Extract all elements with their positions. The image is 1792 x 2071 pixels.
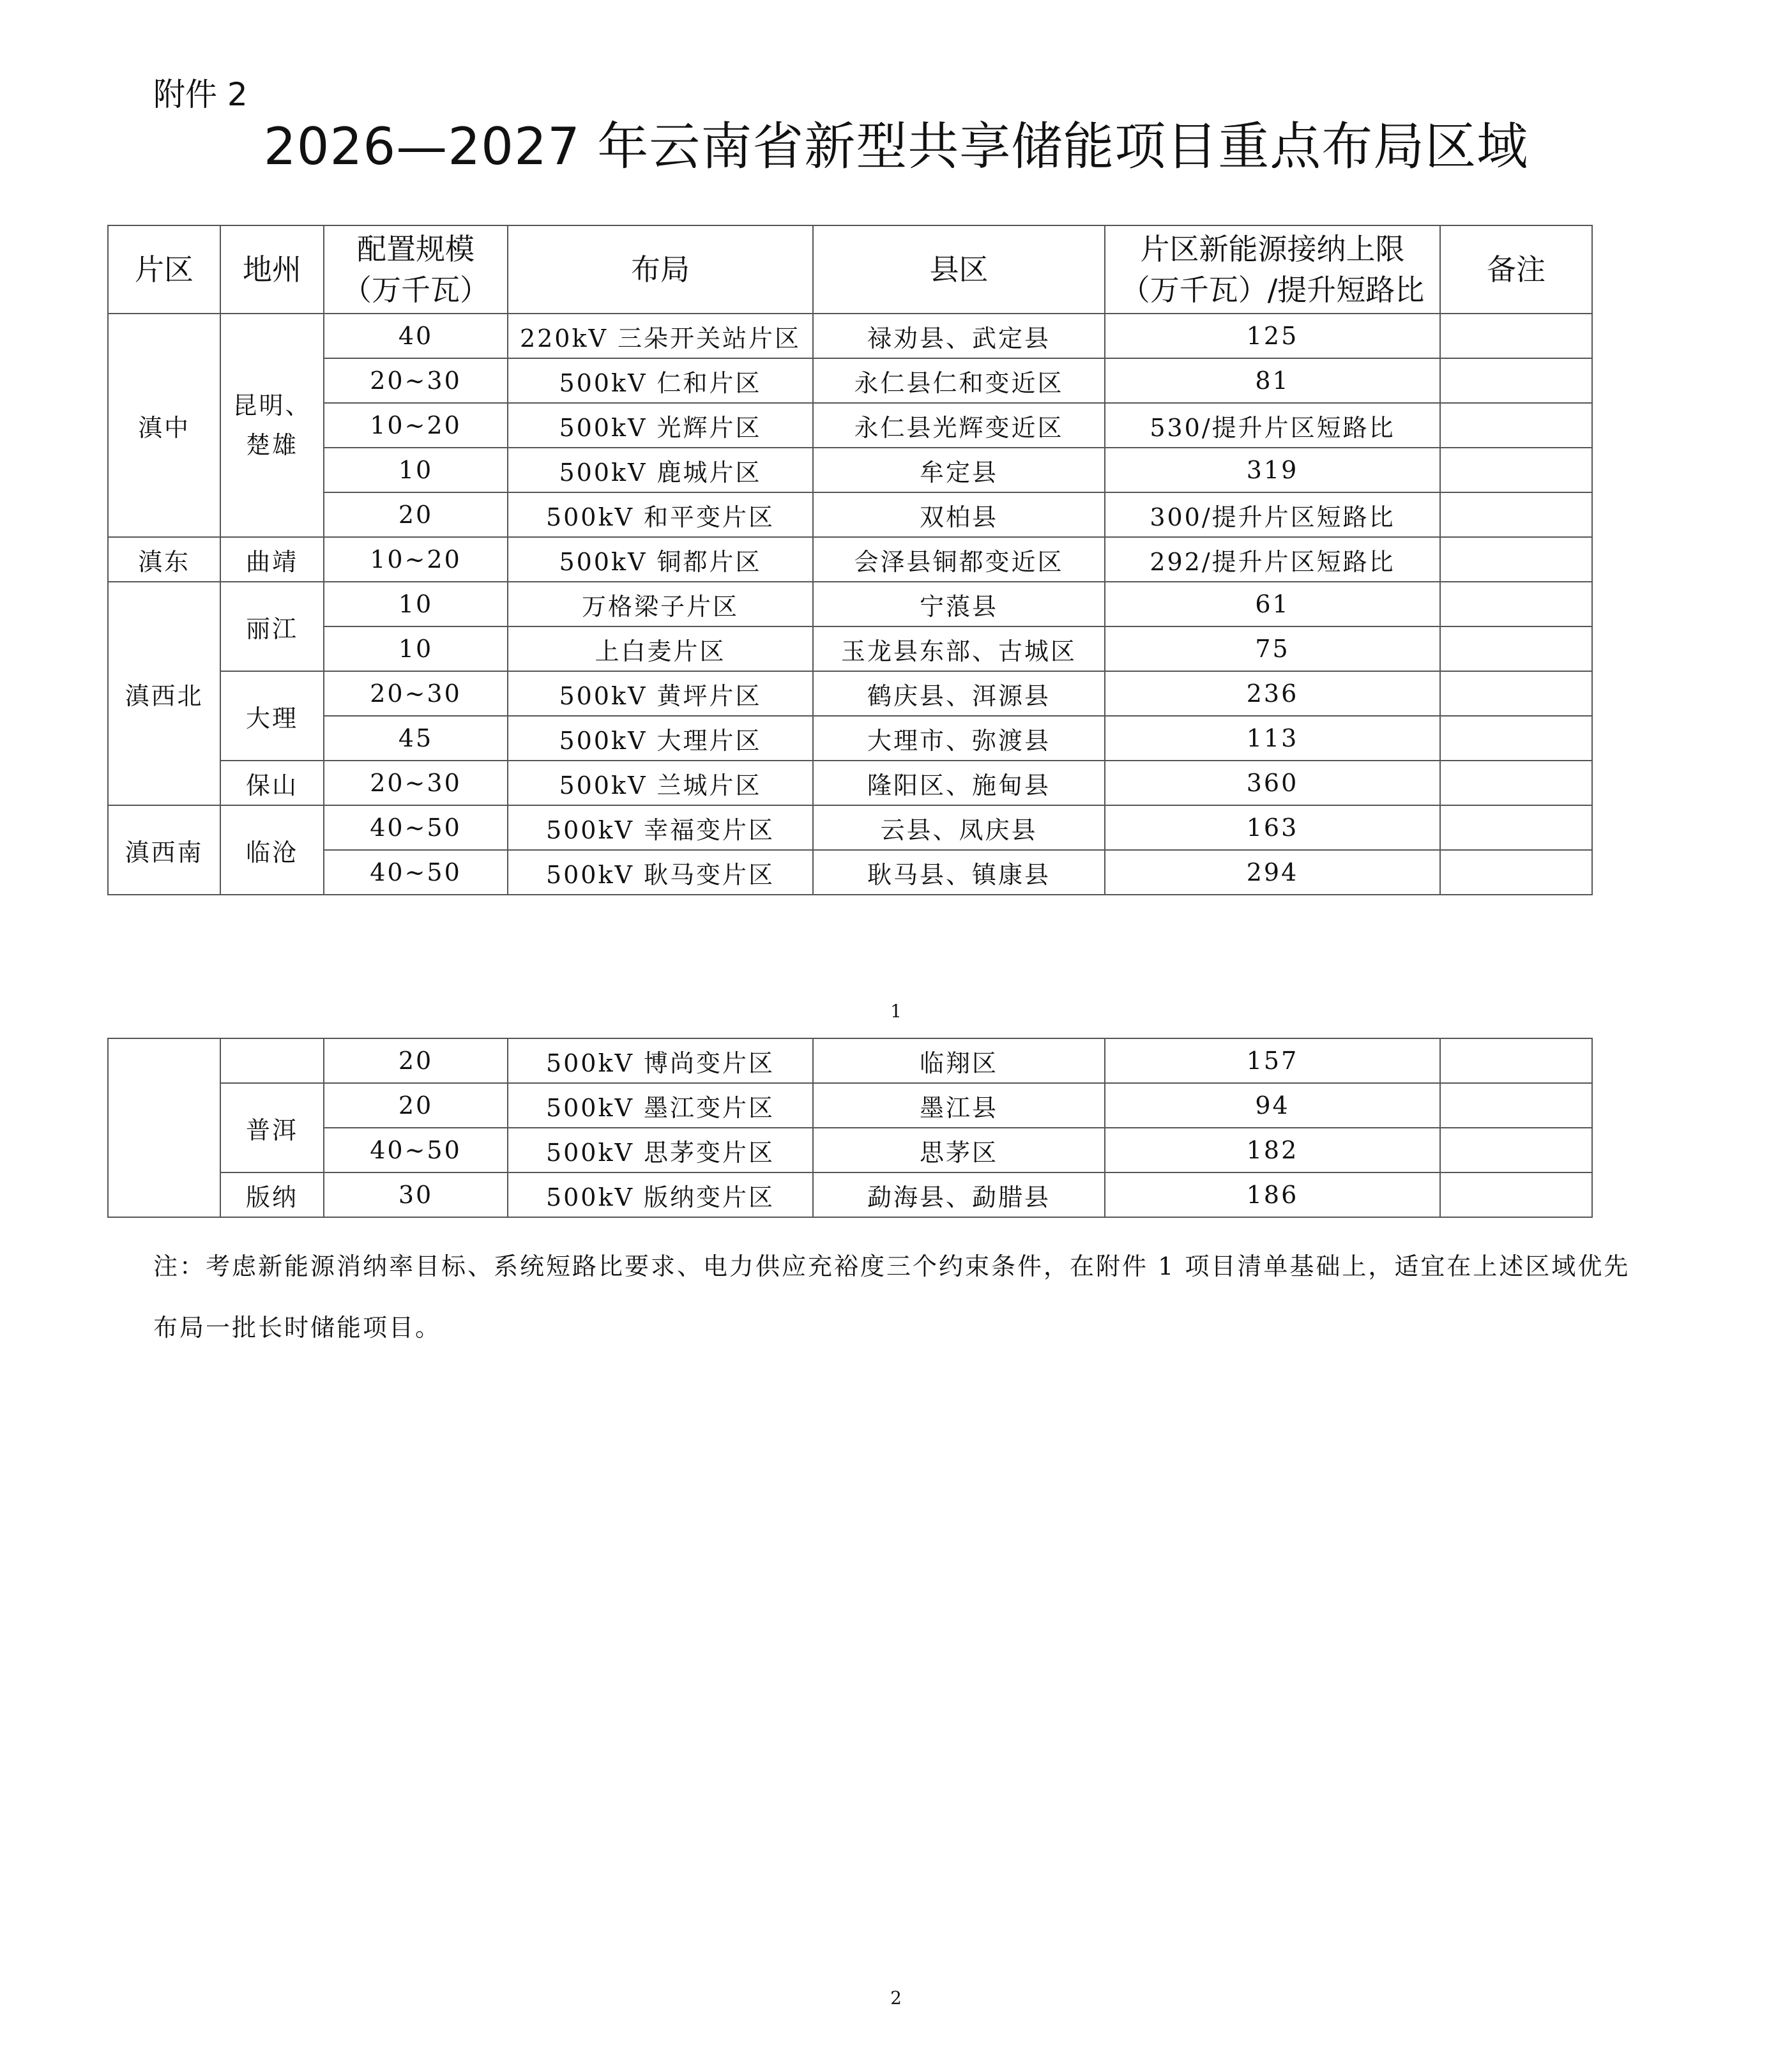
table-row (108, 850, 1592, 895)
table-row (108, 1128, 1592, 1172)
header-layout: 布局 (508, 225, 813, 314)
scale-cell: 40~50 (324, 850, 508, 895)
table-row (108, 1038, 1592, 1083)
remark-cell (1440, 1172, 1592, 1217)
page-number: 1 (890, 1001, 902, 1022)
limit-cell: 94 (1105, 1083, 1440, 1128)
limit-cell: 236 (1105, 671, 1440, 716)
remark-cell (1440, 1038, 1592, 1083)
prefecture-cell: 曲靖 (220, 537, 324, 582)
table-row (108, 805, 1592, 850)
layout-cell: 500kV 光辉片区 (508, 403, 813, 448)
remark-cell (1440, 537, 1592, 582)
county-cell: 临翔区 (813, 1038, 1105, 1083)
limit-cell: 81 (1105, 358, 1440, 403)
limit-cell: 294 (1105, 850, 1440, 895)
county-cell: 牟定县 (813, 448, 1105, 492)
scale-cell: 20 (324, 492, 508, 537)
table-row (108, 671, 1592, 716)
limit-cell: 186 (1105, 1172, 1440, 1217)
prefecture-cell (220, 1038, 324, 1083)
table-row (108, 537, 1592, 582)
layout-cell: 500kV 和平变片区 (508, 492, 813, 537)
county-cell: 宁蒗县 (813, 582, 1105, 626)
prefecture-cell: 丽江 (220, 582, 324, 671)
table-row (108, 492, 1592, 537)
scale-cell: 40 (324, 314, 508, 358)
limit-cell: 125 (1105, 314, 1440, 358)
layout-cell: 500kV 版纳变片区 (508, 1172, 813, 1217)
limit-cell: 163 (1105, 805, 1440, 850)
prefecture-cell: 保山 (220, 761, 324, 805)
header-limit-line1: 片区新能源接纳上限 (1140, 232, 1405, 266)
layout-table (107, 225, 1593, 895)
layout-table-continued (107, 1038, 1593, 1218)
remark-cell (1440, 626, 1592, 671)
header-limit (1105, 225, 1440, 314)
limit-cell: 61 (1105, 582, 1440, 626)
header-remark: 备注 (1440, 225, 1592, 314)
table-row (108, 1083, 1592, 1128)
layout-cell: 上白麦片区 (508, 626, 813, 671)
layout-cell: 500kV 鹿城片区 (508, 448, 813, 492)
limit-cell: 319 (1105, 448, 1440, 492)
remark-cell (1440, 1128, 1592, 1172)
county-cell: 鹤庆县、洱源县 (813, 671, 1105, 716)
county-cell: 墨江县 (813, 1083, 1105, 1128)
footnote: 注：考虑新能源消纳率目标、系统短路比要求、电力供应充裕度三个约束条件，在附件 1 项目清单基础上，适宜在上述区域优先布局一批长时储能项目。 (153, 1252, 1630, 1342)
table-row (108, 358, 1592, 403)
remark-cell (1440, 358, 1592, 403)
county-cell: 思茅区 (813, 1128, 1105, 1172)
area-cell (108, 1038, 220, 1217)
header-scale-line1: 配置规模 (357, 232, 475, 266)
layout-cell: 万格梁子片区 (508, 582, 813, 626)
page-title: 2026—2027 年云南省新型共享储能项目重点布局区域 (263, 117, 1529, 176)
scale-cell: 20 (324, 1083, 508, 1128)
remark-cell (1440, 805, 1592, 850)
area-cell: 滇中 (108, 314, 220, 537)
scale-cell: 20~30 (324, 671, 508, 716)
county-cell: 耿马县、镇康县 (813, 850, 1105, 895)
remark-cell (1440, 448, 1592, 492)
table-row (108, 716, 1592, 761)
prefecture-cell: 临沧 (220, 805, 324, 895)
table-row (108, 582, 1592, 626)
area-cell: 滇西北 (108, 582, 220, 805)
limit-cell: 157 (1105, 1038, 1440, 1083)
limit-cell: 182 (1105, 1128, 1440, 1172)
prefecture-cell: 普洱 (220, 1083, 324, 1172)
limit-cell: 292/提升片区短路比 (1105, 537, 1440, 582)
layout-cell: 500kV 黄坪片区 (508, 671, 813, 716)
layout-cell: 500kV 思茅变片区 (508, 1128, 813, 1172)
limit-cell: 300/提升片区短路比 (1105, 492, 1440, 537)
header-limit-line2: （万千瓦）/提升短路比 (1120, 273, 1425, 307)
area-cell: 滇东 (108, 537, 220, 582)
header-county: 县区 (813, 225, 1105, 314)
scale-cell: 40~50 (324, 805, 508, 850)
scale-cell: 30 (324, 1172, 508, 1217)
header-scale (324, 225, 508, 314)
remark-cell (1440, 761, 1592, 805)
county-cell: 永仁县光辉变近区 (813, 403, 1105, 448)
prefecture-line1: 昆明、 (232, 391, 312, 420)
layout-cell: 500kV 墨江变片区 (508, 1083, 813, 1128)
prefecture-line2: 楚雄 (245, 431, 298, 459)
remark-cell (1440, 314, 1592, 358)
scale-cell: 20 (324, 1038, 508, 1083)
area-cell: 滇西南 (108, 805, 220, 895)
county-cell: 大理市、弥渡县 (813, 716, 1105, 761)
county-cell: 玉龙县东部、古城区 (813, 626, 1105, 671)
county-cell: 隆阳区、施甸县 (813, 761, 1105, 805)
county-cell: 会泽县铜都变近区 (813, 537, 1105, 582)
limit-cell: 360 (1105, 761, 1440, 805)
prefecture-cell: 大理 (220, 671, 324, 761)
layout-cell: 500kV 铜都片区 (508, 537, 813, 582)
county-cell: 永仁县仁和变近区 (813, 358, 1105, 403)
scale-cell: 10~20 (324, 537, 508, 582)
remark-cell (1440, 492, 1592, 537)
layout-cell: 500kV 大理片区 (508, 716, 813, 761)
scale-cell: 10 (324, 626, 508, 671)
prefecture-cell (220, 314, 324, 537)
prefecture-cell: 版纳 (220, 1172, 324, 1217)
table-row (108, 448, 1592, 492)
scale-cell: 20~30 (324, 761, 508, 805)
scale-cell: 10~20 (324, 403, 508, 448)
remark-cell (1440, 1083, 1592, 1128)
county-cell: 禄劝县、武定县 (813, 314, 1105, 358)
layout-cell: 500kV 兰城片区 (508, 761, 813, 805)
scale-cell: 10 (324, 582, 508, 626)
limit-cell: 530/提升片区短路比 (1105, 403, 1440, 448)
county-cell: 云县、凤庆县 (813, 805, 1105, 850)
table-row (108, 761, 1592, 805)
limit-cell: 75 (1105, 626, 1440, 671)
table-row (108, 1172, 1592, 1217)
remark-cell (1440, 850, 1592, 895)
remark-cell (1440, 671, 1592, 716)
table-row (108, 403, 1592, 448)
remark-cell (1440, 403, 1592, 448)
header-area: 片区 (108, 225, 220, 314)
layout-cell: 500kV 博尚变片区 (508, 1038, 813, 1083)
page-number: 2 (890, 1987, 902, 2008)
header-prefecture: 地州 (220, 225, 324, 314)
scale-cell: 45 (324, 716, 508, 761)
attachment-label: 附件 2 (153, 76, 248, 113)
remark-cell (1440, 716, 1592, 761)
limit-cell: 113 (1105, 716, 1440, 761)
layout-cell: 500kV 仁和片区 (508, 358, 813, 403)
county-cell: 双柏县 (813, 492, 1105, 537)
remark-cell (1440, 582, 1592, 626)
table-row (108, 314, 1592, 358)
table-header-row (108, 225, 1592, 314)
layout-cell: 500kV 幸福变片区 (508, 805, 813, 850)
scale-cell: 20~30 (324, 358, 508, 403)
scale-cell: 40~50 (324, 1128, 508, 1172)
layout-cell: 500kV 耿马变片区 (508, 850, 813, 895)
layout-cell: 220kV 三朵开关站片区 (508, 314, 813, 358)
header-scale-line2: （万千瓦） (342, 273, 489, 307)
scale-cell: 10 (324, 448, 508, 492)
table-row (108, 626, 1592, 671)
county-cell: 勐海县、勐腊县 (813, 1172, 1105, 1217)
